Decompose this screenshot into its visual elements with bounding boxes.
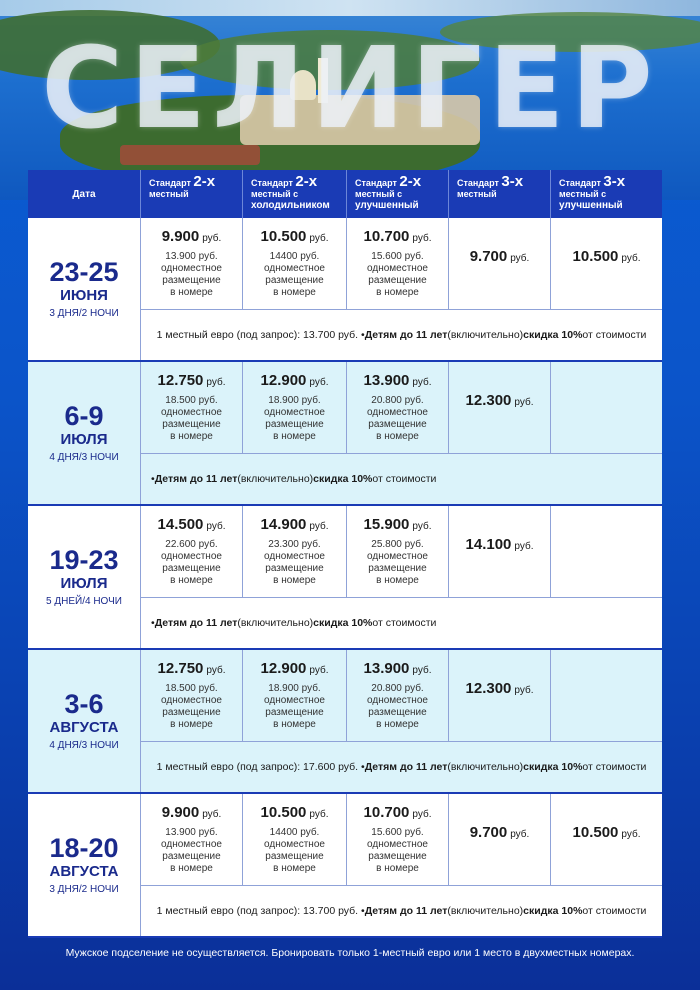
price-cell xyxy=(551,650,662,742)
tour-note: 1 местный евро (под запрос): 13.700 руб. • Детям до 11 лет (включительно) скидка 10% от стоимости xyxy=(156,905,647,917)
price-row xyxy=(141,650,662,742)
currency: руб. xyxy=(412,665,432,676)
price-row xyxy=(141,218,662,310)
price-row xyxy=(141,506,662,598)
price-row xyxy=(141,794,662,886)
tour-duration: 4 ДНЯ/3 НОЧИ xyxy=(49,451,119,463)
single-price: 15.600 руб. одноместное размещение в номере xyxy=(367,251,428,298)
currency: руб. xyxy=(510,253,530,264)
price-cell xyxy=(141,794,243,886)
single-price: 23.300 руб. одноместное размещение в номере xyxy=(264,539,325,586)
price-value: 12.300 xyxy=(465,680,512,697)
currency: руб. xyxy=(514,397,534,408)
price-cell xyxy=(347,650,449,742)
price-value: 9.700 xyxy=(469,824,508,841)
tour-note: • Детям до 11 лет (включительно) скидка 10% от стоимости xyxy=(151,617,437,629)
tour-dates xyxy=(28,794,141,936)
price-value: 14.900 xyxy=(260,516,307,533)
single-price: 13.900 руб. одноместное размещение в номере xyxy=(161,827,222,874)
price-cell xyxy=(243,794,347,886)
tour-dates xyxy=(28,218,141,360)
header-col-4: Стандарт 3-х местный xyxy=(449,170,551,218)
date-month: ИЮНЯ xyxy=(60,286,108,304)
tour-duration: 3 ДНЯ/2 НОЧИ xyxy=(49,307,119,319)
price-cell xyxy=(243,506,347,598)
currency: руб. xyxy=(412,233,432,244)
price-cell xyxy=(347,794,449,886)
tour-duration: 3 ДНЯ/2 НОЧИ xyxy=(49,883,119,895)
price-value: 9.900 xyxy=(161,228,200,245)
price-cell xyxy=(551,506,662,598)
currency: руб. xyxy=(309,233,329,244)
price-cell xyxy=(449,794,551,886)
header-col-1: Стандарт 2-х местный xyxy=(141,170,243,218)
tour-duration: 4 ДНЯ/3 НОЧИ xyxy=(49,739,119,751)
tour-block xyxy=(28,362,662,506)
price-cell xyxy=(449,650,551,742)
currency: руб. xyxy=(309,665,329,676)
price-cell xyxy=(141,362,243,454)
currency: руб. xyxy=(621,829,641,840)
currency: руб. xyxy=(206,377,226,388)
price-value: 14.100 xyxy=(465,536,512,553)
currency: руб. xyxy=(202,809,222,820)
price-value: 10.700 xyxy=(363,228,410,245)
tour-block xyxy=(28,794,662,938)
currency: руб. xyxy=(206,521,226,532)
price-value: 10.700 xyxy=(363,804,410,821)
single-price: 13.900 руб. одноместное размещение в номере xyxy=(161,251,222,298)
date-month: ИЮЛЯ xyxy=(60,430,108,448)
price-value: 12.900 xyxy=(260,372,307,389)
price-cell xyxy=(141,650,243,742)
header-col-5: Стандарт 3-х местный с улучшенный xyxy=(551,170,662,218)
price-value: 10.500 xyxy=(572,248,619,265)
single-price: 18.900 руб. одноместное размещение в номере xyxy=(264,683,325,730)
price-cell xyxy=(551,362,662,454)
currency: руб. xyxy=(514,685,534,696)
tour-dates xyxy=(28,506,141,648)
tour-dates xyxy=(28,650,141,792)
price-cell xyxy=(449,362,551,454)
price-cell xyxy=(243,362,347,454)
currency: руб. xyxy=(206,665,226,676)
price-cell xyxy=(141,218,243,310)
single-price: 14400 руб. одноместное размещение в номере xyxy=(264,827,325,874)
date-month: ИЮЛЯ xyxy=(60,574,108,592)
date-range: 23-25 xyxy=(49,256,119,287)
footer-note: Мужское подселение не осуществляется. Бронировать только 1-местный евро или 1 место в двухместных номерах. xyxy=(65,947,635,959)
price-value: 10.500 xyxy=(260,804,307,821)
price-value: 14.500 xyxy=(157,516,204,533)
tour-block xyxy=(28,506,662,650)
tour-note: 1 местный евро (под запрос): 17.600 руб. • Детям до 11 лет (включительно) скидка 10% от стоимости xyxy=(156,761,647,773)
date-range: 19-23 xyxy=(49,544,119,575)
currency: руб. xyxy=(309,809,329,820)
price-value: 13.900 xyxy=(363,660,410,677)
tour-block xyxy=(28,650,662,794)
single-price: 25.800 руб. одноместное размещение в номере xyxy=(367,539,428,586)
single-price: 20.800 руб. одноместное размещение в номере xyxy=(367,395,428,442)
header-col-2: Стандарт 2-х местный с холодильником xyxy=(243,170,347,218)
currency: руб. xyxy=(309,521,329,532)
price-table xyxy=(28,170,662,938)
price-cell xyxy=(551,794,662,886)
date-range: 3-6 xyxy=(64,688,104,719)
price-value: 13.900 xyxy=(363,372,410,389)
price-value: 15.900 xyxy=(363,516,410,533)
price-value: 12.300 xyxy=(465,392,512,409)
currency: руб. xyxy=(202,233,222,244)
currency: руб. xyxy=(309,377,329,388)
currency: руб. xyxy=(412,521,432,532)
date-month: АВГУСТА xyxy=(49,718,119,736)
price-cell xyxy=(243,650,347,742)
date-range: 6-9 xyxy=(64,400,104,431)
tour-dates xyxy=(28,362,141,504)
price-cell xyxy=(243,218,347,310)
price-row xyxy=(141,362,662,454)
currency: руб. xyxy=(514,541,534,552)
single-price: 22.600 руб. одноместное размещение в номере xyxy=(161,539,222,586)
price-value: 12.750 xyxy=(157,660,204,677)
single-price: 18.900 руб. одноместное размещение в номере xyxy=(264,395,325,442)
tour-note: 1 местный евро (под запрос): 13.700 руб. • Детям до 11 лет (включительно) скидка 10% от стоимости xyxy=(156,329,647,341)
price-value: 12.900 xyxy=(260,660,307,677)
price-value: 9.900 xyxy=(161,804,200,821)
price-cell xyxy=(141,506,243,598)
price-cell xyxy=(551,218,662,310)
currency: руб. xyxy=(510,829,530,840)
poster-title: СЕЛИГЕР xyxy=(41,24,659,154)
price-cell xyxy=(449,506,551,598)
price-cell xyxy=(347,362,449,454)
single-price: 18.500 руб. одноместное размещение в номере xyxy=(161,395,222,442)
currency: руб. xyxy=(412,377,432,388)
price-cell xyxy=(449,218,551,310)
single-price: 18.500 руб. одноместное размещение в номере xyxy=(161,683,222,730)
price-value: 12.750 xyxy=(157,372,204,389)
tour-duration: 5 ДНЕЙ/4 НОЧИ xyxy=(46,595,122,607)
price-value: 10.500 xyxy=(260,228,307,245)
price-cell xyxy=(347,218,449,310)
tour-block xyxy=(28,218,662,362)
price-cell xyxy=(347,506,449,598)
price-value: 9.700 xyxy=(469,248,508,265)
currency: руб. xyxy=(412,809,432,820)
single-price: 14400 руб. одноместное размещение в номере xyxy=(264,251,325,298)
table-header xyxy=(28,170,662,218)
date-month: АВГУСТА xyxy=(49,862,119,880)
header-date: Дата xyxy=(28,170,141,218)
currency: руб. xyxy=(621,253,641,264)
single-price: 15.600 руб. одноместное размещение в номере xyxy=(367,827,428,874)
price-value: 10.500 xyxy=(572,824,619,841)
tour-note: • Детям до 11 лет (включительно) скидка 10% от стоимости xyxy=(151,473,437,485)
header-col-3: Стандарт 2-х местный с улучшенный xyxy=(347,170,449,218)
single-price: 20.800 руб. одноместное размещение в номере xyxy=(367,683,428,730)
date-range: 18-20 xyxy=(49,832,119,863)
